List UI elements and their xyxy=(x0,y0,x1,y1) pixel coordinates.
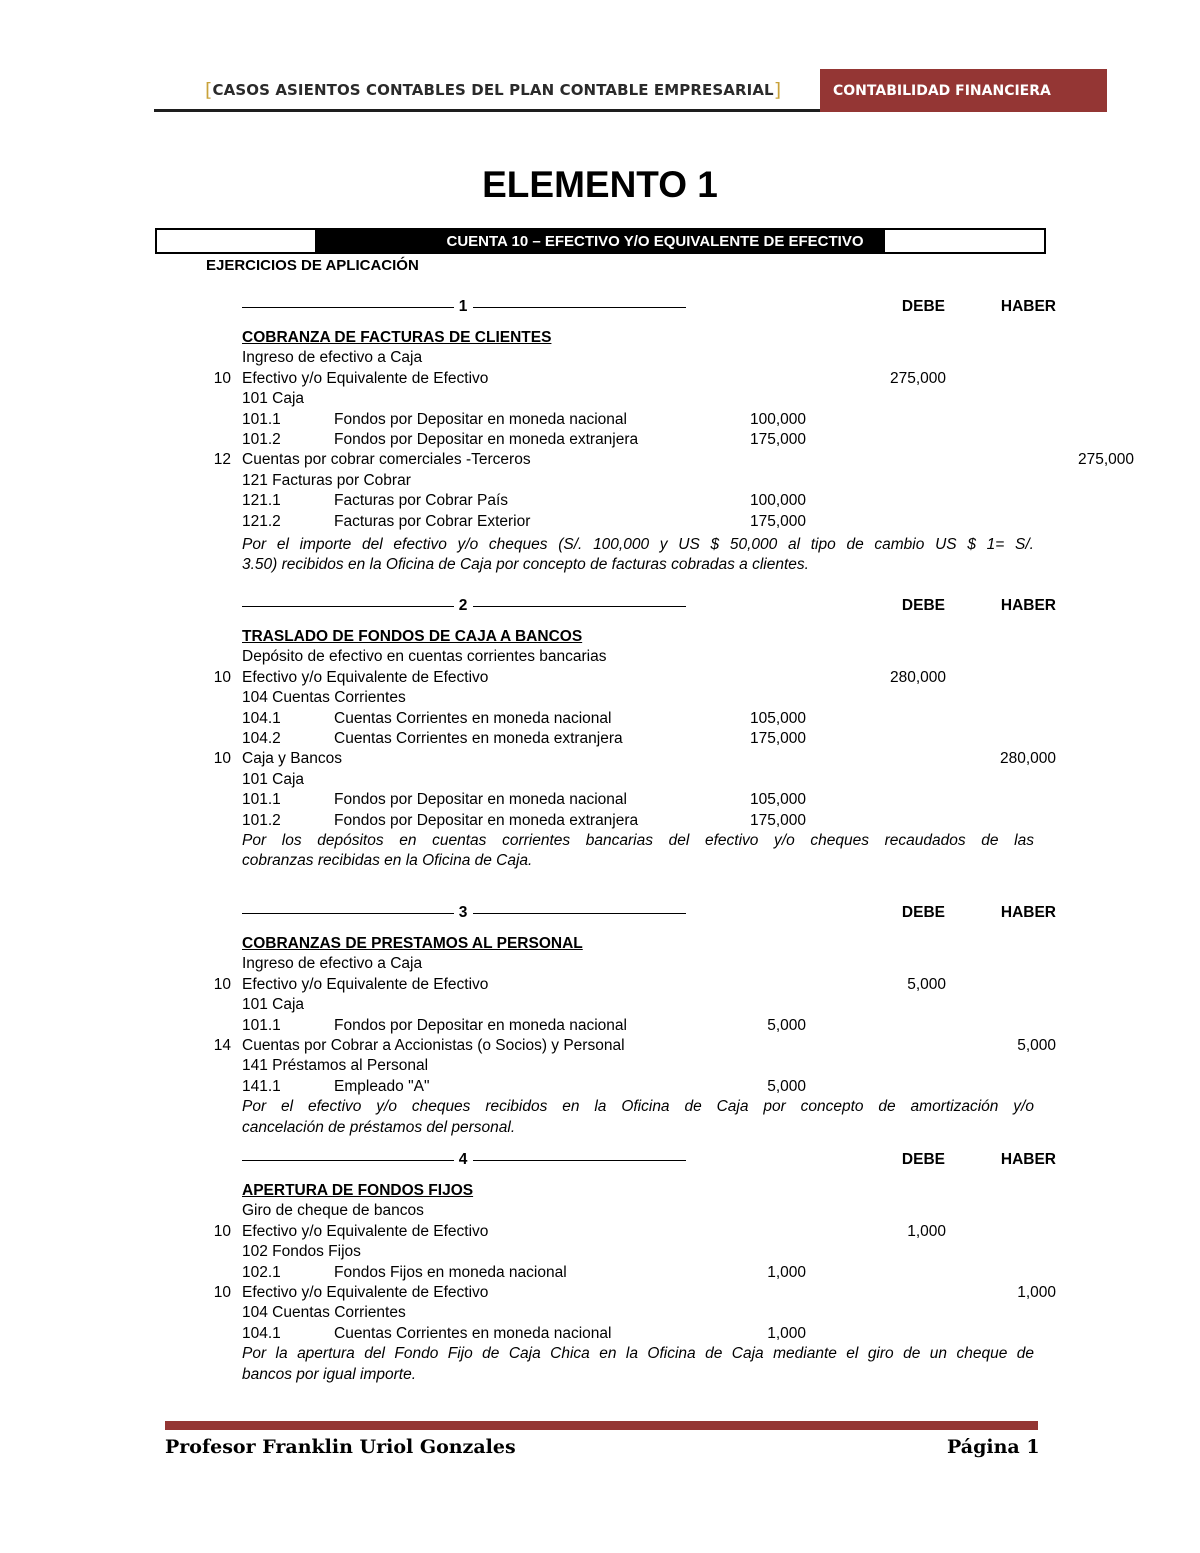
page-title: ELEMENTO 1 xyxy=(482,164,718,205)
section-subtitle: EJERCICIOS DE APLICACIÓN xyxy=(206,257,419,274)
haber-column-header: HABER xyxy=(1000,298,1056,315)
account-code: 10 xyxy=(213,668,231,686)
partial-amount: 100,000 xyxy=(749,410,806,428)
entry-note-line: Por la apertura del Fondo Fijo de Caja Chica en la Oficina de Caja mediante el giro de un cheque de xyxy=(242,1345,1034,1363)
haber-amount: 1,000 xyxy=(1017,1284,1056,1301)
account-name: Depósito de efectivo en cuentas corrientes bancarias xyxy=(242,648,607,666)
subaccount-name: Facturas por Cobrar País xyxy=(334,492,509,510)
debe-column-header: DEBE xyxy=(901,1151,945,1168)
debe-column-header: DEBE xyxy=(901,298,945,315)
exercise-rule-left xyxy=(242,307,454,308)
haber-column-header: HABER xyxy=(1000,597,1056,614)
partial-amount: 105,000 xyxy=(749,791,806,809)
entry-note-line: Por el efectivo y/o cheques recibidos en la Oficina de Caja por concepto de amortización y/o xyxy=(242,1098,1034,1116)
subaccount-name: Fondos por Depositar en moneda nacional xyxy=(334,791,627,809)
partial-amount: 100,000 xyxy=(749,492,806,510)
debe-column-header: DEBE xyxy=(901,904,945,921)
subaccount-name: Cuentas Corrientes en moneda nacional xyxy=(334,1324,612,1342)
account-name: Efectivo y/o Equivalente de Efectivo xyxy=(242,1284,489,1301)
bracket-close: ] xyxy=(773,79,782,101)
account-name: 104 Cuentas Corrientes xyxy=(242,1304,406,1322)
account-code: 14 xyxy=(213,1037,231,1054)
account-name: Efectivo y/o Equivalente de Efectivo xyxy=(242,975,489,993)
exercise-rule-right xyxy=(473,1160,686,1161)
account-name: 101 Caja xyxy=(242,390,305,408)
partial-amount: 1,000 xyxy=(767,1324,806,1342)
entry-note-line: cobranzas recibidas en la Oficina de Caja. xyxy=(242,852,533,870)
account-name: 102.1 xyxy=(242,1263,281,1281)
account-name: 141.1 xyxy=(242,1077,281,1095)
haber-column-header: HABER xyxy=(1000,1151,1056,1168)
account-name: Ingreso de efectivo a Caja xyxy=(242,955,423,973)
header-badge: CONTABILIDAD FINANCIERA xyxy=(820,69,1107,112)
header-title-text: CASOS ASIENTOS CONTABLES DEL PLAN CONTABLE EMPRESARIAL xyxy=(212,81,774,99)
exercise-rule-right xyxy=(473,913,686,914)
partial-amount: 5,000 xyxy=(767,1016,806,1034)
exercise-rule-left xyxy=(242,1160,454,1161)
account-name: 101.1 xyxy=(242,791,281,809)
account-name: Ingreso de efectivo a Caja xyxy=(242,349,423,367)
account-code: 10 xyxy=(213,750,231,768)
partial-amount: 105,000 xyxy=(749,709,806,727)
account-name: 121.1 xyxy=(242,492,281,510)
account-name: 102 Fondos Fijos xyxy=(242,1243,361,1261)
partial-amount: 5,000 xyxy=(767,1077,806,1095)
account-code: 10 xyxy=(213,1284,231,1301)
account-name: 101 Caja xyxy=(242,996,305,1014)
haber-column-header: HABER xyxy=(1000,904,1056,921)
exercise-number: 4 xyxy=(458,1151,468,1168)
bracket-open: [ xyxy=(205,79,213,101)
subaccount-name: Cuentas Corrientes en moneda extranjera xyxy=(334,730,623,747)
debe-amount: 280,000 xyxy=(889,668,946,686)
account-name: 104 Cuentas Corrientes xyxy=(242,689,406,707)
partial-amount: 175,000 xyxy=(749,730,806,747)
subaccount-name: Fondos Fijos en moneda nacional xyxy=(334,1263,567,1281)
account-name: 101.1 xyxy=(242,410,281,428)
subaccount-name: Fondos por Depositar en moneda nacional xyxy=(334,1016,627,1034)
exercise-rule-left xyxy=(242,606,454,607)
partial-amount: 175,000 xyxy=(749,811,806,829)
entry-note-line: Por el importe del efectivo y/o cheques (S/. 100,000 y US $ 50,000 al tipo de cambio US $ 1= S/. xyxy=(242,536,1034,553)
subaccount-name: Fondos por Depositar en moneda extranjera xyxy=(334,811,639,829)
document-header-title xyxy=(205,78,781,100)
subaccount-name: Fondos por Depositar en moneda nacional xyxy=(334,410,627,428)
subaccount-name: Fondos por Depositar en moneda extranjera xyxy=(334,431,639,448)
account-name: 104.1 xyxy=(242,1324,281,1342)
partial-amount: 175,000 xyxy=(749,512,806,530)
account-name: 101.1 xyxy=(242,1016,281,1034)
exercise-number: 1 xyxy=(458,298,468,315)
account-name: 101.2 xyxy=(242,811,281,829)
account-name: 101.2 xyxy=(242,431,281,448)
haber-amount: 5,000 xyxy=(1017,1037,1056,1054)
account-name: Efectivo y/o Equivalente de Efectivo xyxy=(242,668,489,686)
account-name: Cuentas por Cobrar a Accionistas (o Socios) y Personal xyxy=(242,1037,625,1054)
exercise-title: TRASLADO DE FONDOS DE CAJA A BANCOS xyxy=(242,628,583,645)
subaccount-name: Cuentas Corrientes en moneda nacional xyxy=(334,709,612,727)
account-name: Efectivo y/o Equivalente de Efectivo xyxy=(242,1222,489,1240)
subaccount-name: Empleado "A" xyxy=(334,1077,430,1095)
partial-amount: 1,000 xyxy=(767,1263,806,1281)
footer-page-number: Página 1 xyxy=(947,1436,1040,1458)
entry-note-line: Por los depósitos en cuentas corrientes bancarias del efectivo y/o cheques recaudados de las xyxy=(242,832,1034,849)
exercise-number: 3 xyxy=(458,904,468,921)
entry-note-line: cancelación de préstamos del personal. xyxy=(242,1118,516,1136)
footer-author: Profesor Franklin Uriol Gonzales xyxy=(165,1436,516,1458)
account-bar xyxy=(315,230,885,252)
account-name: 141 Préstamos al Personal xyxy=(242,1057,429,1075)
exercise-title: COBRANZA DE FACTURAS DE CLIENTES xyxy=(242,329,552,346)
exercise-rule-right xyxy=(473,307,686,308)
footer-divider xyxy=(165,1421,1038,1430)
debe-column-header: DEBE xyxy=(901,597,945,614)
account-bar-label: CUENTA 10 – EFECTIVO Y/O EQUIVALENTE DE EFECTIVO xyxy=(446,233,864,250)
exercise-title: APERTURA DE FONDOS FIJOS xyxy=(242,1182,474,1199)
exercise-rule-left xyxy=(242,913,454,914)
haber-amount: 275,000 xyxy=(1077,451,1134,469)
debe-amount: 5,000 xyxy=(907,975,946,993)
account-code: 10 xyxy=(213,1222,231,1240)
account-name: Giro de cheque de bancos xyxy=(242,1202,424,1220)
account-name: 121 Facturas por Cobrar xyxy=(242,471,411,489)
entry-note-line: 3.50) recibidos en la Oficina de Caja por concepto de facturas cobradas a clientes. xyxy=(242,556,809,574)
exercise-number: 2 xyxy=(458,597,468,614)
account-code: 12 xyxy=(213,451,231,469)
entry-note-line: bancos por igual importe. xyxy=(242,1365,417,1383)
header-divider xyxy=(154,109,820,112)
account-name: 101 Caja xyxy=(242,770,305,788)
account-name: Caja y Bancos xyxy=(242,750,342,768)
account-name: 104.2 xyxy=(242,730,281,747)
partial-amount: 175,000 xyxy=(749,431,806,448)
exercise-rule-right xyxy=(473,606,686,607)
exercise-title: COBRANZAS DE PRESTAMOS AL PERSONAL xyxy=(242,935,583,952)
account-name: 104.1 xyxy=(242,709,281,727)
account-name: Efectivo y/o Equivalente de Efectivo xyxy=(242,369,489,387)
account-name: 121.2 xyxy=(242,512,281,530)
debe-amount: 275,000 xyxy=(889,369,946,387)
debe-amount: 1,000 xyxy=(907,1222,946,1240)
account-name: Cuentas por cobrar comerciales -Terceros xyxy=(242,451,531,469)
account-code: 10 xyxy=(213,975,231,993)
account-code: 10 xyxy=(213,369,231,387)
haber-amount: 280,000 xyxy=(999,750,1056,768)
subaccount-name: Facturas por Cobrar Exterior xyxy=(334,512,531,530)
